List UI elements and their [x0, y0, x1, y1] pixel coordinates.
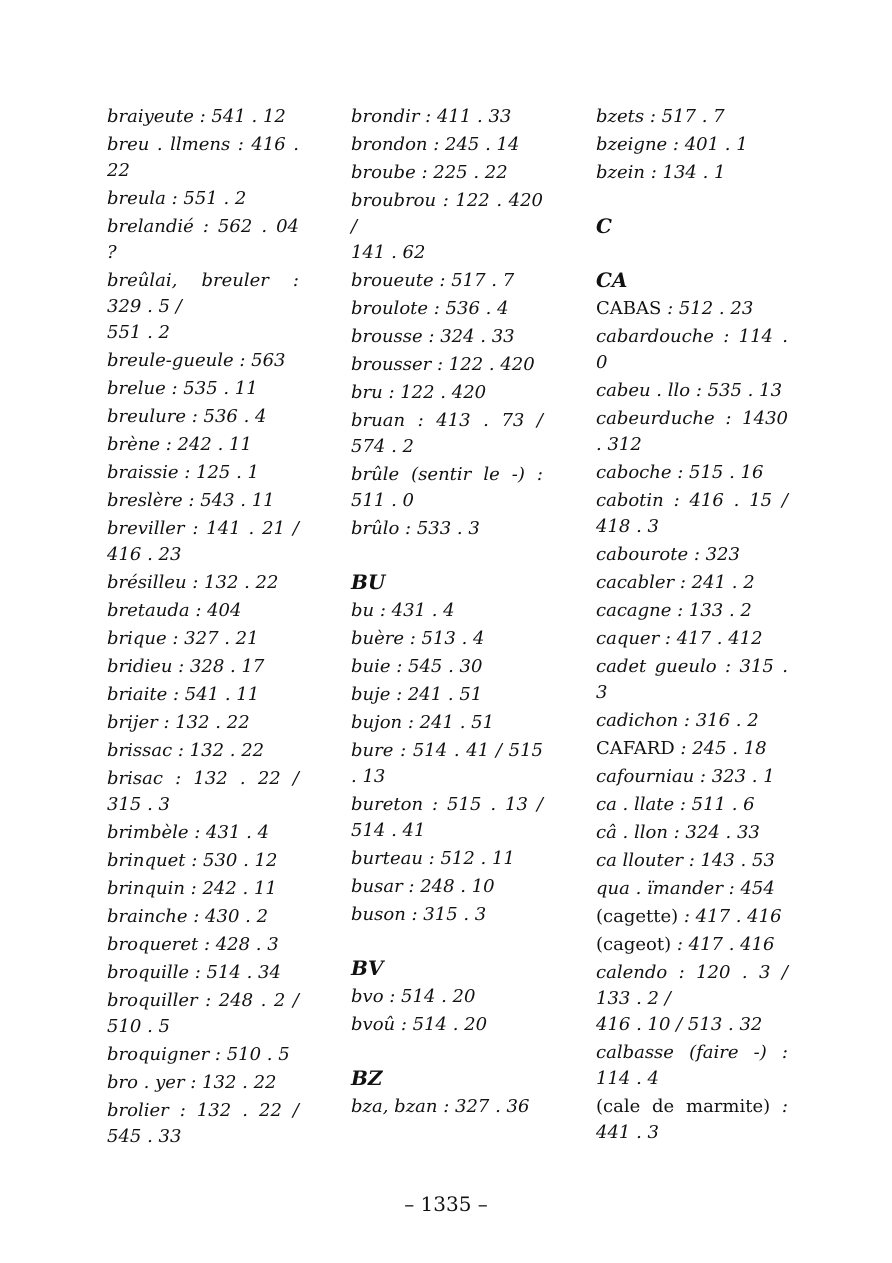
index-entry: bure : 514 . 41 / 515 . 13: [351, 740, 543, 787]
index-column-2: [351, 104, 543, 1122]
index-entry: brésilleu : 132 . 22: [107, 572, 279, 593]
index-entry: broulote : 536 . 4: [351, 298, 509, 319]
section-heading: CA: [596, 268, 628, 292]
index-entry: burteau : 512 . 11: [351, 848, 515, 869]
index-entry: bru : 122 . 420: [351, 382, 487, 403]
index-entry: brousser : 122 . 420: [351, 354, 535, 375]
index-entry: cabeurduche : 1430 . 312: [596, 408, 788, 455]
entry-headword: (cale de marmite): [596, 1096, 771, 1117]
index-entry: [596, 1094, 788, 1146]
index-entry: breviller : 141 . 21 / 416 . 23: [107, 518, 299, 565]
index-entry: bza, bzan : 327 . 36: [351, 1096, 530, 1117]
entry-reference: : 245 . 18: [674, 738, 767, 759]
index-entry: cabeu . llo : 535 . 13: [596, 380, 783, 401]
entry-reference: : 512 . 23: [661, 298, 754, 319]
index-entry: broueute : 517 . 7: [351, 270, 515, 291]
section-heading: BZ: [351, 1066, 383, 1090]
index-entry: buie : 545 . 30: [351, 656, 483, 677]
page-number: – 1335 –: [404, 1192, 488, 1216]
index-entry: ca . llate : 511 . 6: [596, 794, 755, 815]
section-heading: C: [596, 214, 612, 238]
index-entry: brissac : 132 . 22: [107, 740, 265, 761]
index-entry: breslère : 543 . 11: [107, 490, 275, 511]
index-column-1: [107, 104, 299, 1152]
index-entry: brinquin : 242 . 11: [107, 878, 277, 899]
index-entry: [596, 904, 788, 930]
index-entry: breulure : 536 . 4: [107, 406, 267, 427]
section-heading: BV: [351, 956, 384, 980]
index-entry: broqueret : 428 . 3: [107, 934, 279, 955]
index-entry: brainche : 430 . 2: [107, 906, 269, 927]
index-entry: bro . yer : 132 . 22: [107, 1072, 277, 1093]
index-entry: brelandié : 562 . 04 ?: [107, 216, 299, 263]
index-entry: cadichon : 316 . 2: [596, 710, 759, 731]
index-entry: brondir : 411 . 33: [351, 106, 512, 127]
index-entry: bzets : 517 . 7: [596, 106, 725, 127]
index-entry: broubrou : 122 . 420 / 141 . 62: [351, 190, 543, 263]
index-entry: bretauda : 404: [107, 600, 242, 621]
index-entry: briaite : 541 . 11: [107, 684, 260, 705]
index-entry: breûlai, breuler : 329 . 5 / 551 . 2: [107, 270, 299, 343]
index-entry: calendo : 120 . 3 / 133 . 2 / 416 . 10 / 513 . 32: [596, 962, 788, 1035]
index-entry: bzeigne : 401 . 1: [596, 134, 748, 155]
index-entry: bruan : 413 . 73 / 574 . 2: [351, 410, 543, 457]
index-entry: brinquet : 530 . 12: [107, 850, 278, 871]
index-entry: cabardouche : 114 . 0: [596, 326, 788, 373]
index-entry: bureton : 515 . 13 / 514 . 41: [351, 794, 543, 841]
index-entry: bvoû : 514 . 20: [351, 1014, 488, 1035]
entry-reference: : 441 . 3: [596, 1096, 788, 1143]
index-entry: broquille : 514 . 34: [107, 962, 281, 983]
index-entry: busar : 248 . 10: [351, 876, 495, 897]
index-entry: brène : 242 . 11: [107, 434, 252, 455]
index-entry: braiyeute : 541 . 12: [107, 106, 286, 127]
index-entry: brûle (sentir le -) : 511 . 0: [351, 464, 543, 511]
index-entry: brûlo : 533 . 3: [351, 518, 480, 539]
index-entry: breula : 551 . 2: [107, 188, 247, 209]
entry-headword: CABAS: [596, 298, 662, 319]
entry-headword: (cagette): [596, 906, 679, 927]
index-entry: calbasse (faire -) : 114 . 4: [596, 1042, 788, 1089]
index-entry: broquiller : 248 . 2 / 510 . 5: [107, 990, 299, 1037]
index-entry: qua . ïmander : 454: [596, 878, 775, 899]
index-entry: [596, 736, 788, 762]
index-entry: brondon : 245 . 14: [351, 134, 520, 155]
index-entry: buson : 315 . 3: [351, 904, 487, 925]
index-entry: caquer : 417 . 412: [596, 628, 763, 649]
index-entry: brijer : 132 . 22: [107, 712, 250, 733]
entry-headword: CAFARD: [596, 738, 675, 759]
index-entry: braissie : 125 . 1: [107, 462, 259, 483]
index-entry: ca llouter : 143 . 53: [596, 850, 775, 871]
index-entry: cadet gueulo : 315 . 3: [596, 656, 788, 703]
index-entry: câ . llon : 324 . 33: [596, 822, 760, 843]
index-entry: cafourniau : 323 . 1: [596, 766, 775, 787]
index-entry: breule-gueule : 563: [107, 350, 286, 371]
index-column-3: [596, 104, 788, 1148]
entry-reference: : 417 . 416: [671, 934, 775, 955]
index-entry: broquigner : 510 . 5: [107, 1044, 290, 1065]
index-entry: cacagne : 133 . 2: [596, 600, 752, 621]
index-entry: breu . llmens : 416 . 22: [107, 134, 299, 181]
index-entry: bvo : 514 . 20: [351, 986, 476, 1007]
index-entry: buère : 513 . 4: [351, 628, 485, 649]
index-entry: bridieu : 328 . 17: [107, 656, 265, 677]
section-heading: BU: [351, 570, 386, 594]
index-entry: caboche : 515 . 16: [596, 462, 764, 483]
index-entry: bujon : 241 . 51: [351, 712, 495, 733]
index-entry: cabotin : 416 . 15 / 418 . 3: [596, 490, 788, 537]
index-entry: [596, 296, 788, 322]
index-entry: cabourote : 323: [596, 544, 740, 565]
index-entry: brimbèle : 431 . 4: [107, 822, 270, 843]
index-entry: cacabler : 241 . 2: [596, 572, 755, 593]
index-entry: brisac : 132 . 22 / 315 . 3: [107, 768, 299, 815]
entry-reference: : 417 . 416: [678, 906, 782, 927]
entry-headword: (cageot): [596, 934, 672, 955]
index-entry: brelue : 535 . 11: [107, 378, 258, 399]
index-entry: bzein : 134 . 1: [596, 162, 726, 183]
index-entry: brousse : 324 . 33: [351, 326, 515, 347]
index-entry: bu : 431 . 4: [351, 600, 455, 621]
index-entry: broube : 225 . 22: [351, 162, 508, 183]
index-entry: [596, 932, 788, 958]
index-entry: brolier : 132 . 22 / 545 . 33: [107, 1100, 299, 1147]
index-entry: buje : 241 . 51: [351, 684, 483, 705]
index-entry: brique : 327 . 21: [107, 628, 259, 649]
